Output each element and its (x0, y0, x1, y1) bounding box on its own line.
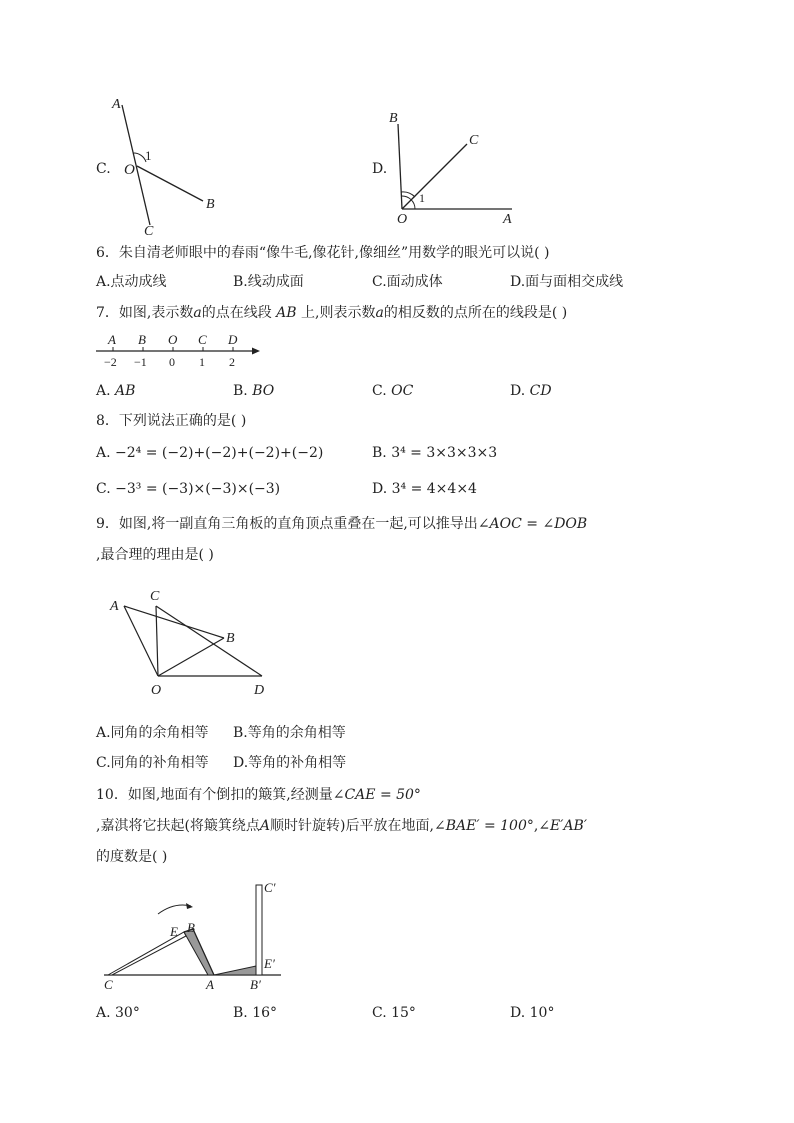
q5c-label-b: B (206, 197, 215, 212)
q9-label-o: O (151, 683, 162, 698)
q10-label-e-prime: E′ (264, 956, 275, 971)
q9-label-d: D (254, 683, 265, 698)
q9-stem-line1: 9．如图,将一副直角三角板的直角顶点重叠在一起,可以推导出∠AOC = ∠DOB (96, 516, 588, 532)
q10-option-a: A. 30° (96, 1005, 140, 1021)
nl-tick-0: 0 (169, 355, 175, 369)
q5d-label-b: B (389, 111, 398, 126)
q6-option-d: D.面与面相交成线 (510, 274, 624, 290)
q10-label-c: C (104, 977, 113, 992)
q5c-label-c: C (144, 224, 154, 239)
q10-option-d: D. 10° (510, 1005, 555, 1021)
q6-option-c: C.面动成体 (372, 274, 443, 290)
q10-stem-line3: 的度数是( ) (96, 849, 168, 865)
q7-option-c: C. OC (372, 383, 414, 399)
q10-stem-line1: 10．如图,地面有个倒扣的簸箕,经测量∠CAE = 50° (96, 787, 421, 803)
q9-option-a: A.同角的余角相等 (96, 725, 209, 741)
nl-tick-neg1: −1 (134, 355, 147, 369)
q10-label-b: B (187, 920, 195, 935)
q8-option-c: C. −3³ = (−3)×(−3)×(−3) (96, 481, 281, 497)
nl-point-d: D (228, 332, 238, 347)
q10-figure (96, 874, 296, 994)
q9-stem-line2: ,最合理的理由是( ) (96, 547, 214, 563)
q5-figure-d (385, 106, 525, 231)
q5c-label-o: O (124, 162, 135, 178)
q9-option-b: B.等角的余角相等 (233, 725, 346, 741)
q7-option-b: B. BO (233, 383, 275, 399)
q5c-angle-label: 1 (145, 148, 152, 163)
nl-tick-1: 1 (199, 355, 205, 369)
q5d-angle-label: 1 (419, 191, 425, 205)
q8-option-d: D. 3⁴ = 4×4×4 (372, 481, 477, 497)
q5d-label-o: O (397, 212, 408, 227)
q5c-label-a: A (112, 97, 121, 112)
nl-point-b: B (138, 332, 146, 347)
nl-tick-neg2: −2 (104, 355, 117, 369)
q6-option-a: A.点动成线 (96, 274, 167, 290)
q9-label-a: A (110, 599, 119, 614)
q10-option-b: B. 16° (233, 1005, 278, 1021)
q9-label-c: C (150, 589, 160, 604)
q5d-label-a: A (503, 212, 512, 227)
q10-label-c-prime: C′ (264, 880, 276, 895)
nl-point-a: A (108, 332, 116, 347)
q6-stem: 6．朱自清老师眼中的春雨“像牛毛,像花针,像细丝”用数学的眼光可以说( ) (96, 245, 550, 261)
q10-label-a: A (206, 977, 214, 992)
q9-option-c: C.同角的补角相等 (96, 755, 209, 771)
q10-option-c: C. 15° (372, 1005, 416, 1021)
q9-figure (104, 584, 279, 702)
q8-stem: 8．下列说法正确的是( ) (96, 413, 247, 429)
q5d-label-c: C (469, 133, 479, 148)
q5-option-c-label: C. (96, 161, 111, 177)
q6-option-b: B.线动成面 (233, 274, 304, 290)
nl-point-c: C (198, 332, 207, 347)
q5-option-d-label: D. (372, 161, 388, 177)
q10-label-b-prime: B′ (250, 977, 261, 992)
q10-stem-line2: ,嘉淇将它扶起(将簸箕绕点A顺时针旋转)后平放在地面,∠BAE′ = 100°,∠E′AB′ (96, 818, 588, 834)
q9-label-b: B (226, 631, 235, 646)
nl-tick-2: 2 (229, 355, 235, 369)
q7-option-a: A. AB (96, 383, 136, 399)
q7-stem: 7．如图,表示数a的点在线段 AB 上,则表示数a的相反数的点所在的线段是( ) (96, 305, 568, 321)
q7-option-d: D. CD (510, 383, 552, 399)
q8-option-a: A. −2⁴ = (−2)+(−2)+(−2)+(−2) (96, 445, 324, 461)
q9-option-d: D.等角的补角相等 (233, 755, 347, 771)
q8-option-b: B. 3⁴ = 3×3×3×3 (372, 445, 498, 461)
q10-label-e: E (170, 924, 178, 939)
q7-number-line (94, 330, 266, 372)
nl-point-o: O (168, 332, 178, 347)
q5-figure-c (100, 92, 230, 242)
